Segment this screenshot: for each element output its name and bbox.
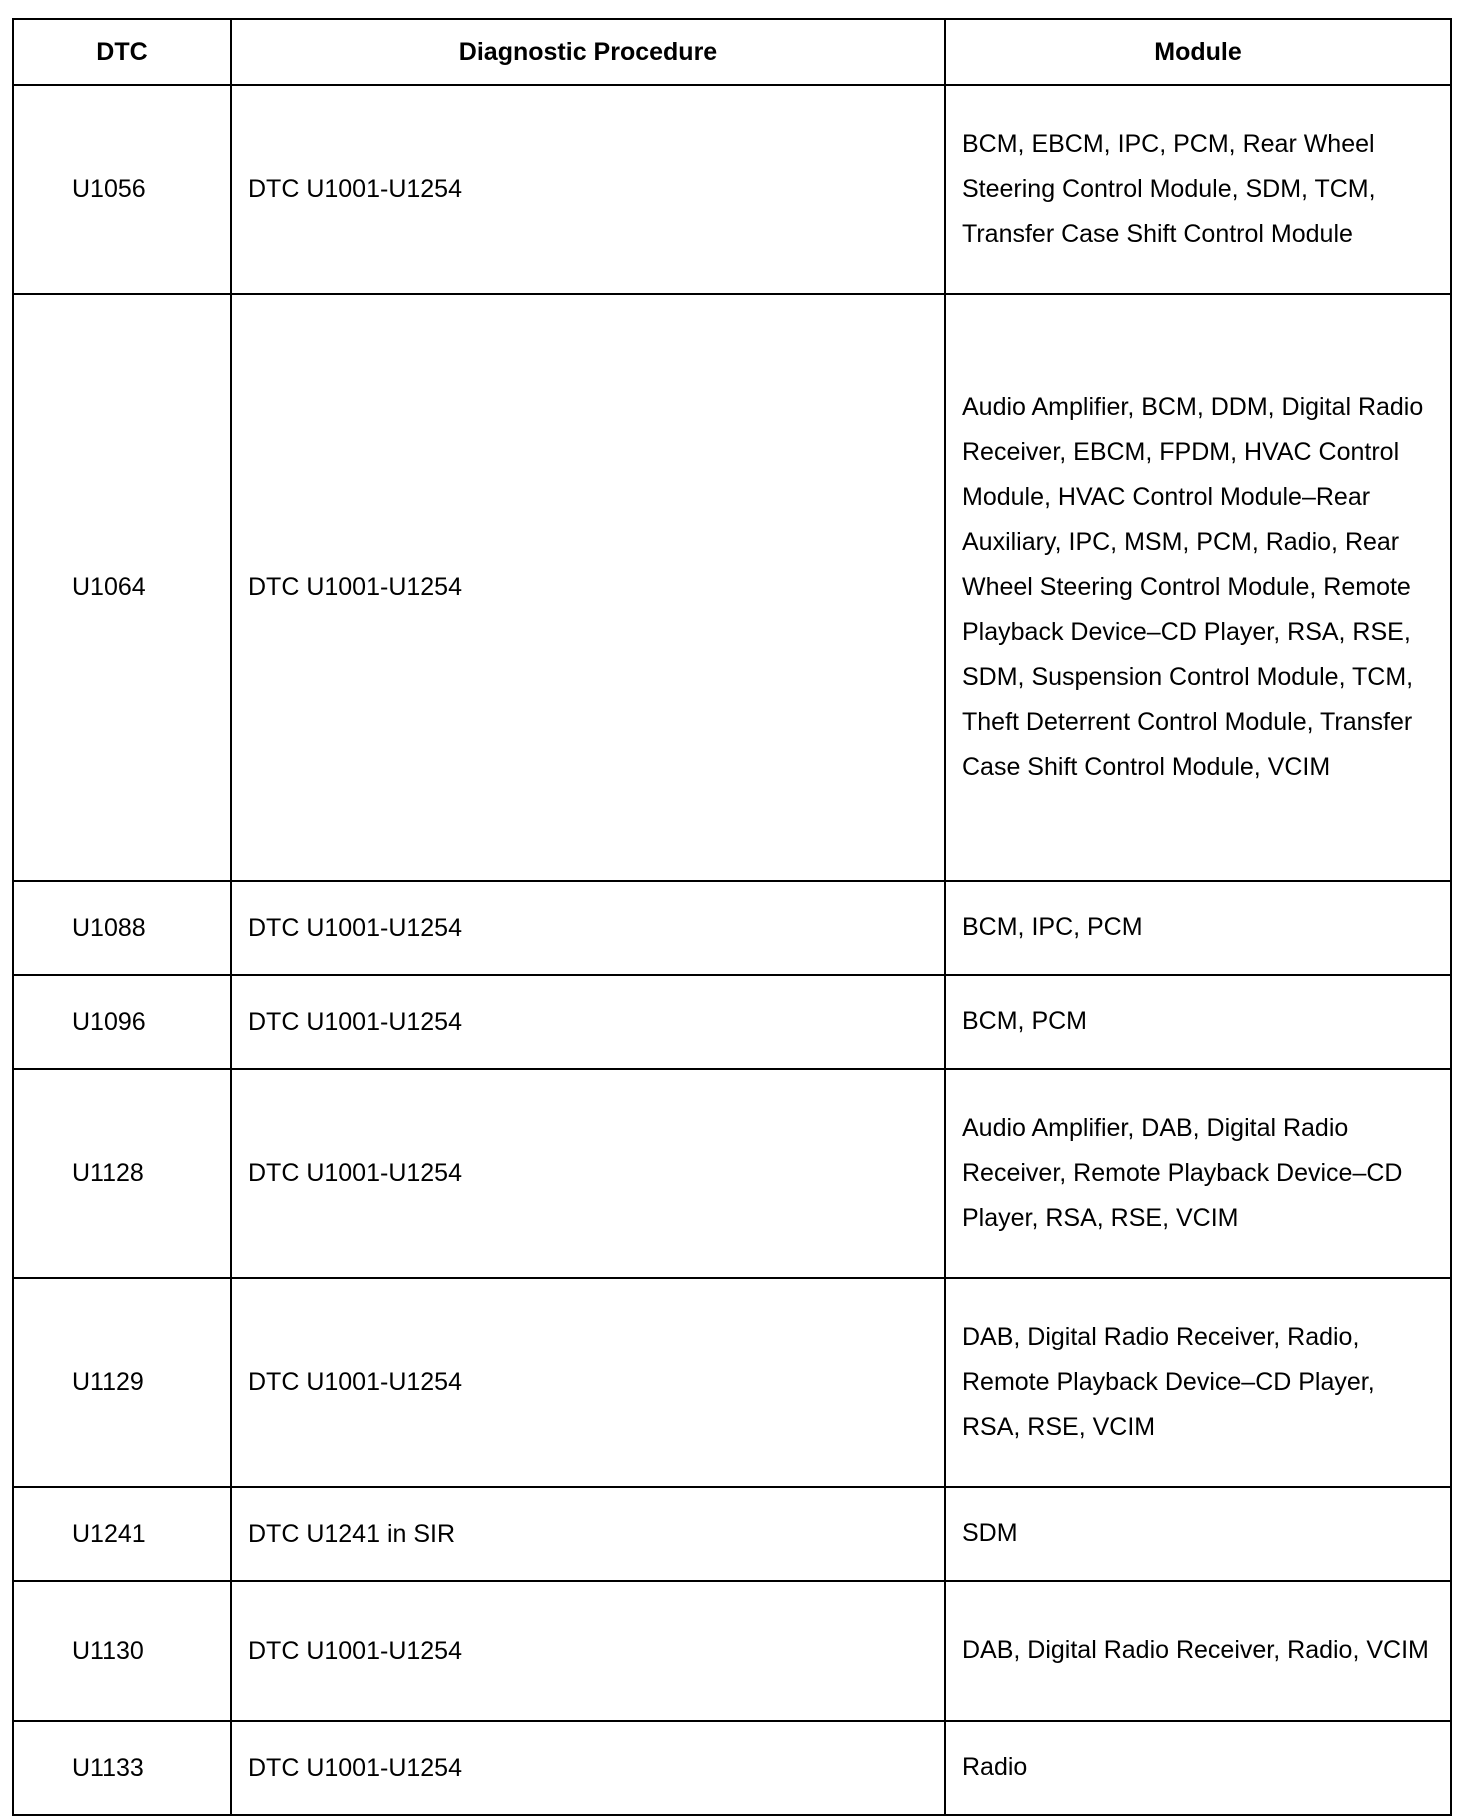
table-row [13,1581,1451,1721]
procedure-cell: DTC U1001-U1254 [231,1721,945,1815]
procedure-cell: DTC U1001-U1254 [231,1278,945,1487]
procedure-cell: DTC U1241 in SIR [231,1487,945,1581]
dtc-cell: U1129 [13,1278,231,1487]
table-row [13,975,1451,1069]
dtc-cell: U1056 [13,85,231,294]
procedure-cell: DTC U1001-U1254 [231,1581,945,1721]
table-row [13,1278,1451,1487]
procedure-cell: DTC U1001-U1254 [231,85,945,294]
module-cell: BCM, IPC, PCM [945,881,1451,975]
table-row [13,881,1451,975]
header-diagnostic-procedure: Diagnostic Procedure [231,19,945,85]
dtc-cell: U1096 [13,975,231,1069]
procedure-cell: DTC U1001-U1254 [231,1069,945,1278]
table-row [13,1069,1451,1278]
module-cell: SDM [945,1487,1451,1581]
header-module: Module [945,19,1451,85]
module-cell: DAB, Digital Radio Receiver, Radio, VCIM [945,1581,1451,1721]
module-cell: Audio Amplifier, DAB, Digital Radio Receiver, Remote Playback Device–CD Player, RSA, RSE, VCIM [945,1069,1451,1278]
table-row [13,85,1451,294]
dtc-cell: U1133 [13,1721,231,1815]
module-cell: Radio [945,1721,1451,1815]
dtc-cell: U1241 [13,1487,231,1581]
header-dtc: DTC [13,19,231,85]
procedure-cell: DTC U1001-U1254 [231,881,945,975]
procedure-cell: DTC U1001-U1254 [231,975,945,1069]
dtc-cell: U1130 [13,1581,231,1721]
module-cell: BCM, EBCM, IPC, PCM, Rear Wheel Steering Control Module, SDM, TCM, Transfer Case Shift Control Module [945,85,1451,294]
dtc-table-container [12,18,1452,1816]
dtc-table [12,18,1452,1816]
table-row [13,294,1451,881]
procedure-cell: DTC U1001-U1254 [231,294,945,881]
dtc-cell: U1064 [13,294,231,881]
module-cell: BCM, PCM [945,975,1451,1069]
module-cell: Audio Amplifier, BCM, DDM, Digital Radio Receiver, EBCM, FPDM, HVAC Control Module, HVAC Control Module–Rear Auxiliary, IPC, MSM, PCM, Radio, Rear Wheel Steering Control Module, Remote Playback Device–CD Player, RSA, RSE, SDM, Suspension Control Module, TCM, Theft Deterrent Control Module, Transfer Case Shift Control Module, VCIM [945,294,1451,881]
dtc-cell: U1088 [13,881,231,975]
table-header-row [13,19,1451,85]
module-cell: DAB, Digital Radio Receiver, Radio, Remote Playback Device–CD Player, RSA, RSE, VCIM [945,1278,1451,1487]
dtc-cell: U1128 [13,1069,231,1278]
table-row [13,1721,1451,1815]
table-row [13,1487,1451,1581]
